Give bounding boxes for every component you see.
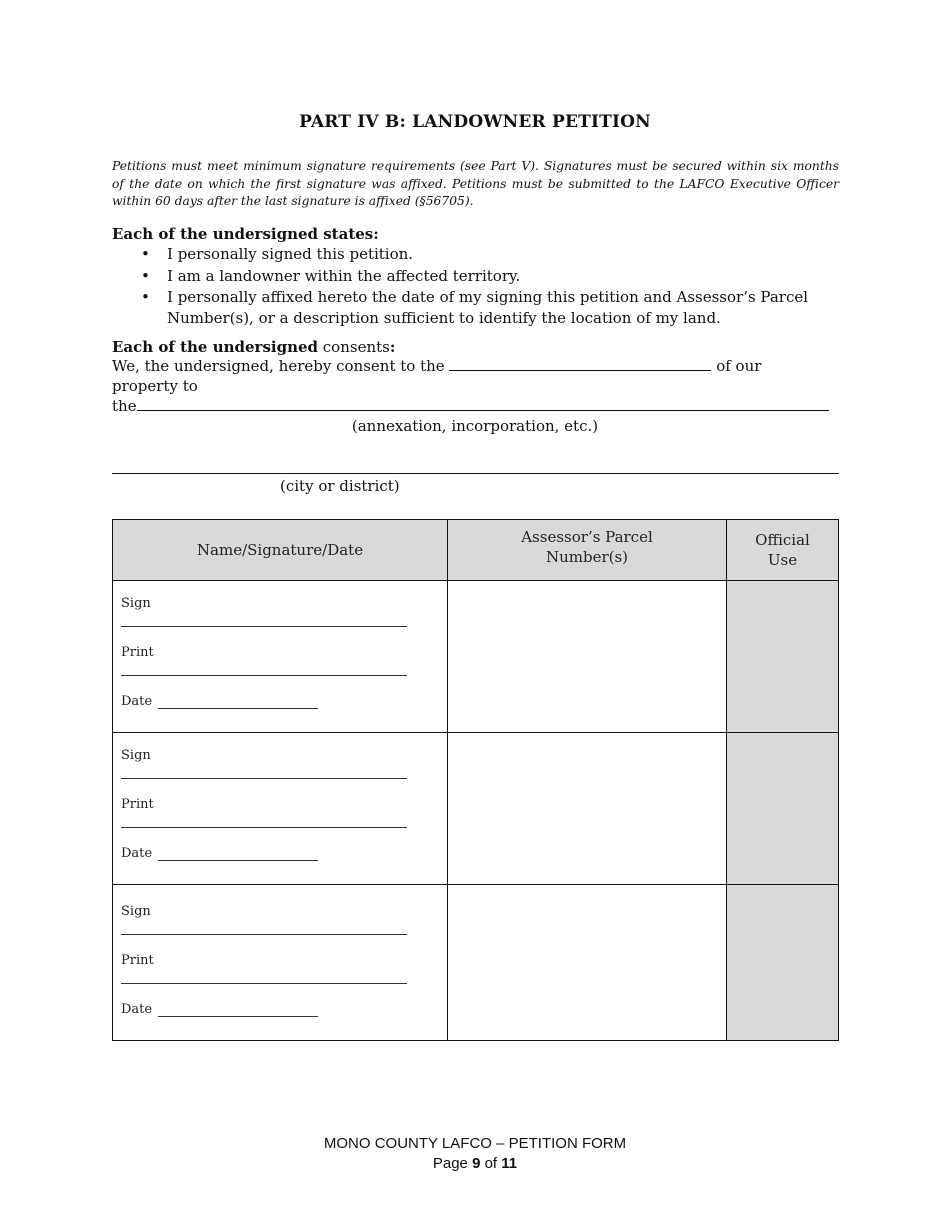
table-row bbox=[113, 885, 839, 1041]
print-label: Print bbox=[121, 797, 154, 812]
parcel-number-cell[interactable] bbox=[448, 581, 727, 733]
list-item: • I am a landowner within the affected territory. bbox=[141, 266, 521, 285]
agency-line: the bbox=[112, 397, 829, 415]
date-line[interactable] bbox=[158, 1016, 318, 1017]
signature-table bbox=[112, 519, 839, 1041]
official-use-cell bbox=[727, 885, 839, 1041]
table-row bbox=[113, 581, 839, 733]
signer-cell bbox=[113, 885, 448, 1041]
parcel-number-cell[interactable] bbox=[448, 733, 727, 885]
date-label: Date bbox=[121, 694, 153, 709]
statement-list bbox=[112, 244, 852, 329]
print-label: Print bbox=[121, 645, 154, 660]
date-label: Date bbox=[121, 1002, 153, 1017]
page-title: PART IV B: LANDOWNER PETITION bbox=[299, 112, 651, 132]
bullet-icon: • bbox=[141, 245, 150, 263]
sign-label: Sign bbox=[121, 748, 151, 763]
action-hint: (annexation, incorporation, etc.) bbox=[351, 417, 599, 435]
header-parcel-numbers: Assessor’s Parcel Number(s) bbox=[448, 520, 727, 581]
parcel-number-cell[interactable] bbox=[448, 885, 727, 1041]
footer-title: MONO COUNTY LAFCO – PETITION FORM bbox=[323, 1135, 627, 1152]
print-label: Print bbox=[121, 953, 154, 968]
district-blank-line[interactable] bbox=[112, 473, 839, 474]
action-blank-line[interactable] bbox=[449, 369, 711, 371]
page-footer bbox=[0, 1134, 950, 1174]
list-item: • I personally affixed hereto the date of my signing this petition and Assessor’s Parcel Number(s), or a description sufficient to identify the location of my land. bbox=[141, 288, 809, 327]
sign-line[interactable] bbox=[121, 778, 407, 779]
agency-blank-line[interactable] bbox=[137, 409, 829, 411]
bullet-icon: • bbox=[141, 266, 150, 285]
bullet-icon: • bbox=[141, 288, 150, 306]
sign-line[interactable] bbox=[121, 934, 407, 935]
table-row bbox=[113, 733, 839, 885]
page-number: Page 9 of 11 bbox=[432, 1155, 518, 1172]
instructions-paragraph: Petitions must meet minimum signature requirements (see Part V). Signatures must be secured within six months of the date on which the first signature was affixed. Petitions must be submitted to the LAFCO Executive Officer within 60 days after the last signature is affixed (§56705). bbox=[112, 159, 839, 208]
signer-cell bbox=[113, 733, 448, 885]
signer-cell bbox=[113, 581, 448, 733]
print-line[interactable] bbox=[121, 827, 407, 828]
district-hint: (city or district) bbox=[280, 477, 400, 495]
date-line[interactable] bbox=[158, 708, 318, 709]
sign-label: Sign bbox=[121, 596, 151, 611]
consent-sentence: We, the undersigned, hereby consent to the of our bbox=[112, 357, 762, 375]
header-name-signature-date: Name/Signature/Date bbox=[113, 520, 448, 581]
states-heading: Each of the undersigned states: bbox=[112, 225, 379, 243]
official-use-cell bbox=[727, 733, 839, 885]
header-official-use: Official Use bbox=[727, 520, 839, 581]
consents-heading: Each of the undersigned consents: bbox=[112, 338, 396, 356]
print-line[interactable] bbox=[121, 675, 407, 676]
date-line[interactable] bbox=[158, 860, 318, 861]
table-header-row bbox=[113, 520, 839, 581]
sign-label: Sign bbox=[121, 904, 151, 919]
print-line[interactable] bbox=[121, 983, 407, 984]
sign-line[interactable] bbox=[121, 626, 407, 627]
list-item: • I personally signed this petition. bbox=[141, 245, 414, 263]
official-use-cell bbox=[727, 581, 839, 733]
consent-sentence-continued: property to bbox=[112, 377, 198, 395]
date-label: Date bbox=[121, 846, 153, 861]
